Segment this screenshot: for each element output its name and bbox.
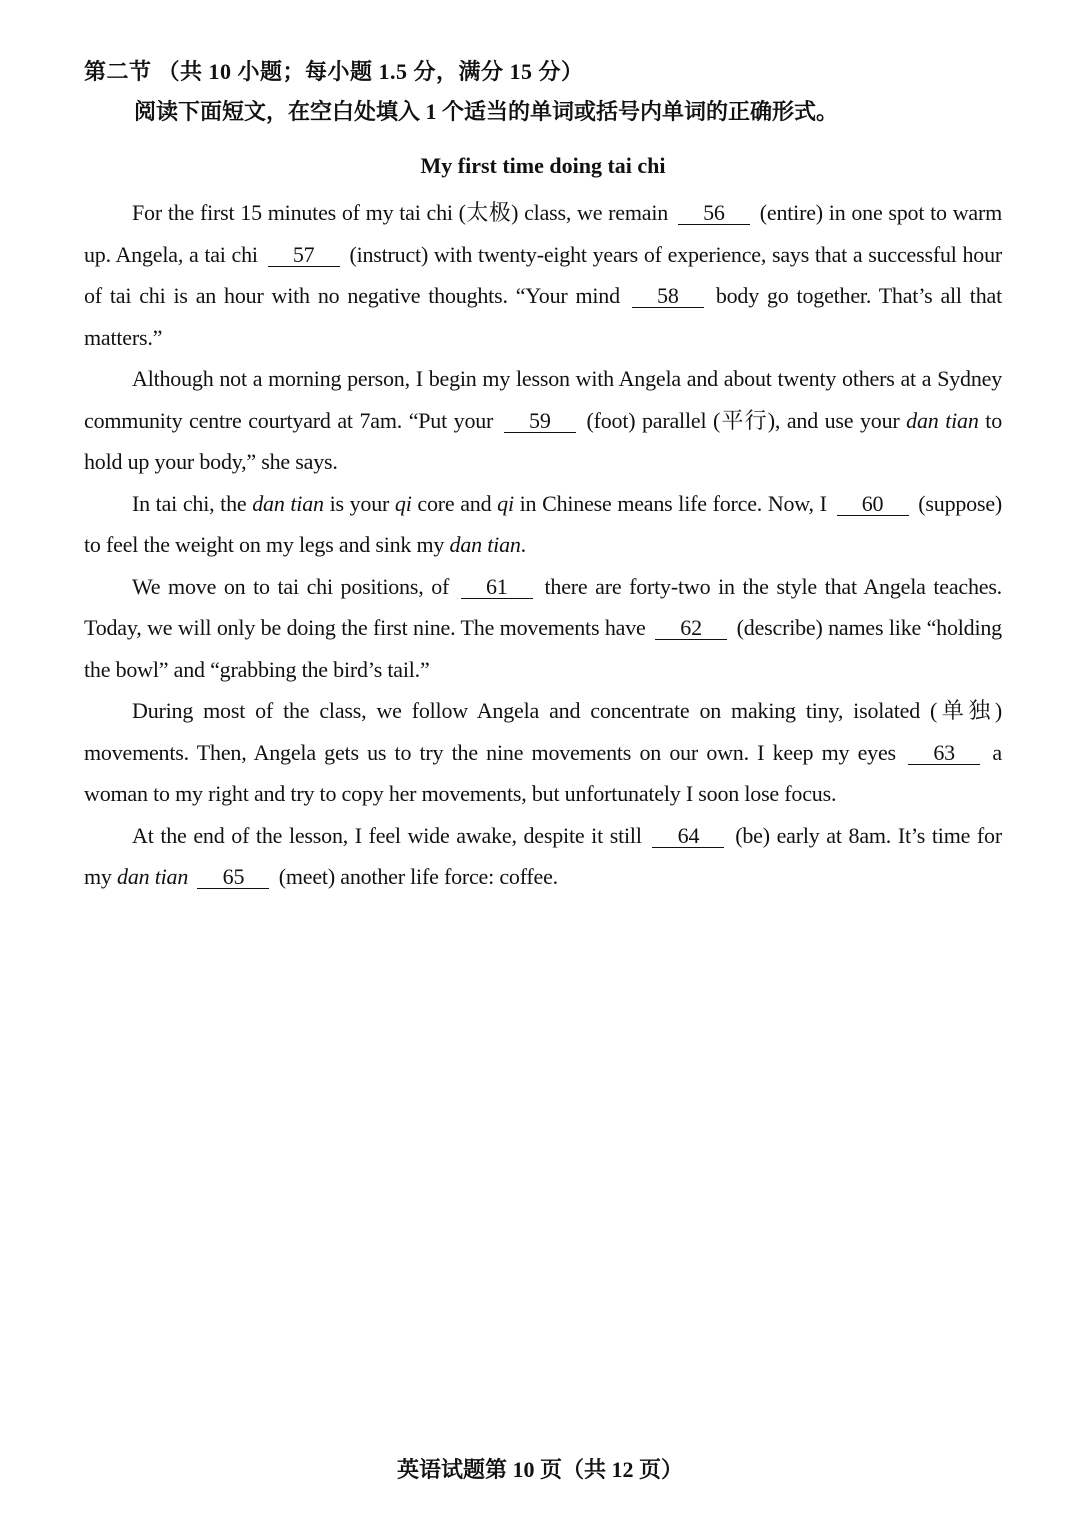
- passage-text: For the first 15 minutes of my tai chi (太极) class, we remain: [132, 200, 674, 225]
- passage-text: there are forty-two in the style that Angela teaches. Today, we will only be doing the first nine. The movements have: [84, 573, 1002, 640]
- answer-blank-62[interactable]: 62: [655, 617, 727, 640]
- italic-term: dan tian: [449, 532, 521, 557]
- italic-term: dan tian: [252, 490, 324, 516]
- passage-text: .: [520, 532, 526, 557]
- passage-text: (suppose) to feel the weight on my legs and sink my: [84, 490, 1003, 557]
- section-instruction: 阅读下面短文，在空白处填入 1 个适当的单词或括号内单词的正确形式。: [134, 99, 839, 124]
- passage-text: [188, 864, 193, 889]
- answer-blank-65[interactable]: 65: [197, 866, 269, 889]
- answer-blank-59[interactable]: 59: [504, 410, 576, 433]
- passage-text: (foot) parallel (平行), and use your: [579, 407, 907, 433]
- answer-blank-61[interactable]: 61: [461, 576, 533, 599]
- page-footer: 英语试题第 10 页（共 12 页）: [396, 1457, 683, 1482]
- passage-text: In tai chi, the: [132, 490, 253, 516]
- passage-paragraph: [84, 192, 1002, 358]
- passage-paragraph: [84, 483, 1002, 566]
- exam-page: [84, 52, 1002, 898]
- passage-body: [84, 192, 1002, 898]
- passage-text: to hold up your body,” she says.: [84, 407, 1002, 474]
- answer-blank-64[interactable]: 64: [652, 825, 724, 848]
- passage-text: Although not a morning person, I begin my lesson with Angela and about twenty others at a Sydney community centre courtyard at 7am. “Put your: [84, 366, 1002, 433]
- italic-term: dan tian: [117, 864, 189, 889]
- passage-paragraph: [84, 815, 1002, 898]
- passage-text: in Chinese means life force. Now, I: [513, 490, 833, 516]
- passage-text: We move on to tai chi positions, of: [132, 573, 457, 599]
- passage-text: (be) early at 8am. It’s time for my: [84, 822, 1002, 889]
- passage-paragraph: [84, 566, 1002, 691]
- answer-blank-60[interactable]: 60: [837, 493, 909, 516]
- answer-blank-63[interactable]: 63: [908, 742, 980, 765]
- passage-text: body go together. That’s all that matters.”: [84, 283, 1002, 350]
- passage-text: (describe) names like “holding the bowl” and “grabbing the bird’s tail.”: [84, 615, 1002, 682]
- answer-blank-58[interactable]: 58: [632, 285, 704, 308]
- passage-text: During most of the class, we follow Angela and concentrate on making tiny, isolated (单独) movements. Then, Angela gets us to try the nine movements on our own. I keep my eyes: [84, 698, 1002, 765]
- passage-text: is your: [323, 490, 395, 516]
- passage-text: (entire) in one spot to warm up. Angela, a tai chi: [84, 200, 1003, 267]
- italic-term: qi: [497, 490, 514, 516]
- italic-term: dan tian: [906, 407, 979, 433]
- passage-paragraph: [84, 358, 1002, 483]
- answer-blank-57[interactable]: 57: [268, 244, 340, 267]
- passage-title: My first time doing tai chi: [420, 153, 666, 178]
- passage-text: At the end of the lesson, I feel wide awake, despite it still: [132, 822, 649, 848]
- passage-text: (instruct) with twenty-eight years of experience, says that a successful hour of tai chi is an hour with no negative thoughts. “Your mind: [84, 241, 1003, 308]
- section-header: 第二节 （共 10 小题；每小题 1.5 分，满分 15 分）: [84, 59, 584, 84]
- answer-blank-56[interactable]: 56: [678, 202, 750, 225]
- passage-text: (meet) another life force: coffee.: [273, 864, 558, 889]
- italic-term: qi: [394, 490, 412, 516]
- passage-paragraph: [84, 690, 1002, 815]
- passage-text: a woman to my right and try to copy her movements, but unfortunately I soon lose focus.: [84, 739, 1002, 806]
- passage-text: core and: [411, 490, 498, 516]
